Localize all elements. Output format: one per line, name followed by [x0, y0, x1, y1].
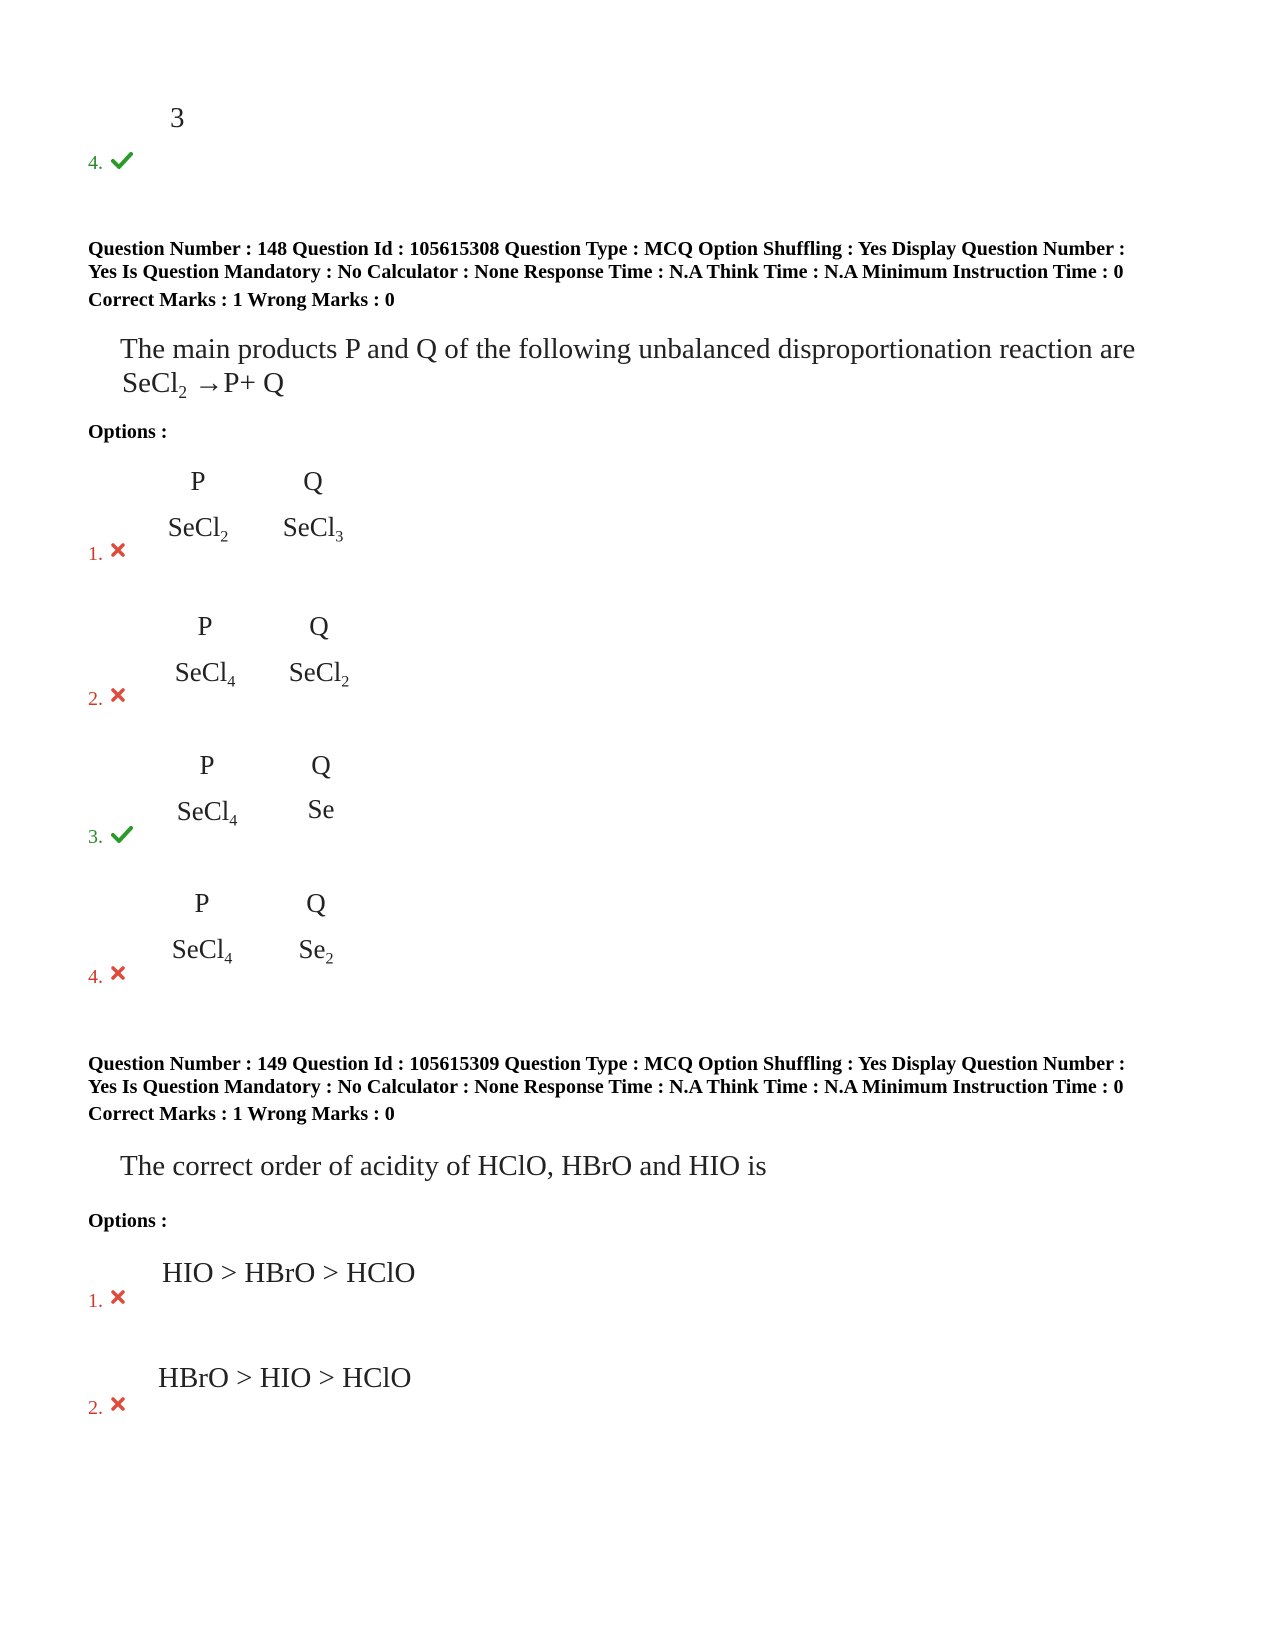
- value-p: SeCl$_2$: [167, 512, 229, 546]
- cross-icon: [111, 543, 125, 557]
- options-label: Options :: [88, 1210, 168, 1232]
- option-number: 4.: [88, 966, 125, 989]
- reactant-subscript: 2: [178, 382, 188, 403]
- option-number: 4.: [88, 152, 103, 174]
- col-header-p: P: [194, 888, 210, 918]
- prev-answer-text: 3: [170, 102, 185, 134]
- option-number: 2.: [88, 1397, 125, 1420]
- option-number: 1.: [88, 543, 125, 566]
- question-text: The correct order of acidity of HClO, HBrO and HIO is: [120, 1150, 767, 1182]
- question-meta-line2: Yes Is Question Mandatory : No Calculator : None Response Time : N.A Think Time : N.A Minimum Instruction Time : 0: [88, 261, 1124, 283]
- check-icon: [111, 152, 133, 170]
- option-text: HBrO > HIO > HClO: [158, 1362, 412, 1394]
- reactant: SeCl: [122, 367, 179, 399]
- question-marks: Correct Marks : 1 Wrong Marks : 0: [88, 1103, 395, 1125]
- value-p: SeCl$_4$: [174, 657, 236, 691]
- reaction-arrow: →: [194, 367, 224, 399]
- options-label: Options :: [88, 421, 168, 443]
- col-header-q: Q: [303, 466, 323, 496]
- question-equation: [122, 367, 285, 403]
- cross-icon: [111, 1290, 125, 1304]
- option-number: 3.: [88, 826, 133, 849]
- col-header-q: Q: [306, 888, 326, 918]
- check-icon: [111, 826, 133, 844]
- option-text: HIO > HBrO > HClO: [162, 1257, 416, 1289]
- col-header-q: Q: [311, 750, 331, 780]
- question-marks: Correct Marks : 1 Wrong Marks : 0: [88, 289, 395, 311]
- col-header-p: P: [199, 750, 215, 780]
- value-p: SeCl$_4$: [176, 796, 238, 830]
- question-meta-line1: Question Number : 149 Question Id : 105615309 Question Type : MCQ Option Shuffling : Yes Display Question Number :: [88, 1053, 1126, 1075]
- prev-option-number: [88, 152, 133, 175]
- col-header-p: P: [190, 466, 206, 496]
- question-text: The main products P and Q of the following unbalanced disproportionation reaction are: [120, 333, 1136, 365]
- col-header-p: P: [197, 611, 213, 641]
- value-q: SeCl$_2$: [288, 657, 350, 691]
- cross-icon: [111, 688, 125, 702]
- value-q: $Se_2$: [298, 934, 334, 968]
- products: P+ Q: [223, 367, 285, 399]
- cross-icon: [111, 1397, 125, 1411]
- value-q: SeCl$_3$: [282, 512, 344, 546]
- option-number: 2.: [88, 688, 125, 711]
- option-number: 1.: [88, 1290, 125, 1313]
- col-header-q: Q: [309, 611, 329, 641]
- value-q: Se: [307, 794, 335, 824]
- question-meta-line2: Yes Is Question Mandatory : No Calculator : None Response Time : N.A Think Time : N.A Minimum Instruction Time : 0: [88, 1076, 1124, 1098]
- value-p: SeCl$_4$: [171, 934, 233, 968]
- cross-icon: [111, 966, 125, 980]
- question-meta-line1: Question Number : 148 Question Id : 105615308 Question Type : MCQ Option Shuffling : Yes Display Question Number :: [88, 238, 1126, 260]
